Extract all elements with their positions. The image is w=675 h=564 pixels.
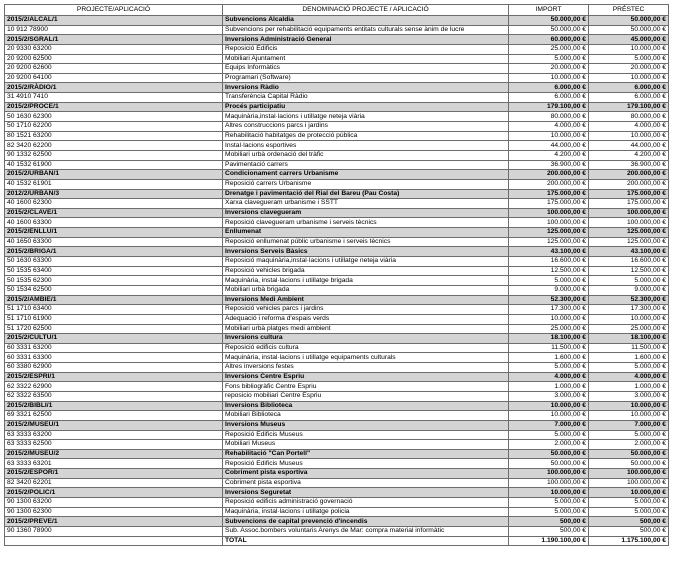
description-cell: Inversions Seguretat: [223, 488, 509, 498]
loan-cell: 50.000,00 €: [589, 25, 669, 35]
table-row: [5, 218, 669, 228]
description-cell: Reposició Edificis Museus: [223, 459, 509, 469]
description-cell: Condicionament carrers Urbanisme: [223, 170, 509, 180]
description-cell: Subvencions de capital prevenció d'incendis: [223, 517, 509, 527]
amount-cell: 10.000,00 €: [509, 131, 589, 141]
description-cell: Maquinària, instal·lacions i utillatge policia: [223, 507, 509, 517]
loan-cell: 12.500,00 €: [589, 266, 669, 276]
code-cell: 51 1710 61900: [5, 314, 223, 324]
loan-cell: 179.100,00 €: [589, 102, 669, 112]
header-loan: PRÉSTEC: [589, 5, 669, 16]
table-row: [5, 305, 669, 315]
code-cell: 51 1710 63400: [5, 305, 223, 315]
amount-cell: 100.000,00 €: [509, 218, 589, 228]
code-cell: 2015/2/BIBLI/1: [5, 401, 223, 411]
description-cell: Mobiliari urbà brigada: [223, 285, 509, 295]
loan-cell: 4.000,00 €: [589, 122, 669, 132]
amount-cell: 125.000,00 €: [509, 228, 589, 238]
description-cell: Inversions Centre Espriu: [223, 372, 509, 382]
code-cell: 69 3321 62500: [5, 411, 223, 421]
table-row: [5, 160, 669, 170]
total-code-cell: [5, 536, 223, 546]
code-cell: 40 1600 62300: [5, 199, 223, 209]
code-cell: 51 1720 62500: [5, 324, 223, 334]
code-cell: 50 1630 63300: [5, 257, 223, 267]
description-cell: Mobiliari Ajuntament: [223, 54, 509, 64]
amount-cell: 200.000,00 €: [509, 170, 589, 180]
description-cell: Inversions Medi Ambient: [223, 295, 509, 305]
description-cell: Mobiliari Museus: [223, 440, 509, 450]
description-cell: Rehabilitació habitatges de protecció pública: [223, 131, 509, 141]
amount-cell: 44.000,00 €: [509, 141, 589, 151]
loan-cell: 10.000,00 €: [589, 73, 669, 83]
loan-cell: 10.000,00 €: [589, 314, 669, 324]
table-row: [5, 266, 669, 276]
table-row: [5, 507, 669, 517]
table-row: [5, 150, 669, 160]
description-cell: Drenatge i pavimentació del Rial del Bareu (Pau Costa): [223, 189, 509, 199]
loan-cell: 4.200,00 €: [589, 150, 669, 160]
description-cell: Reposició enllumenat públic urbanisme i serveis tècnics: [223, 237, 509, 247]
code-cell: 60 3380 62900: [5, 363, 223, 373]
amount-cell: 5.000,00 €: [509, 54, 589, 64]
code-cell: 40 1600 63300: [5, 218, 223, 228]
code-cell: 10 912 78900: [5, 25, 223, 35]
loan-cell: 3.000,00 €: [589, 391, 669, 401]
amount-cell: 5.000,00 €: [509, 498, 589, 508]
amount-cell: 1.000,00 €: [509, 382, 589, 392]
loan-cell: 5.000,00 €: [589, 363, 669, 373]
description-cell: Reposició Edificis: [223, 44, 509, 54]
code-cell: 50 1535 62300: [5, 276, 223, 286]
header-description: DENOMINACIÓ PROJECTE / APLICACIÓ: [223, 5, 509, 16]
code-cell: 90 1300 62300: [5, 507, 223, 517]
table-row: [5, 459, 669, 469]
loan-cell: 7.000,00 €: [589, 420, 669, 430]
loan-cell: 175.000,00 €: [589, 189, 669, 199]
investment-table: [4, 4, 669, 546]
loan-cell: 16.600,00 €: [589, 257, 669, 267]
description-cell: Inversions Museus: [223, 420, 509, 430]
table-row: [5, 276, 669, 286]
code-cell: 2015/2/SGRAL/1: [5, 35, 223, 45]
code-cell: 50 1630 62300: [5, 112, 223, 122]
code-cell: 60 3331 63200: [5, 343, 223, 353]
code-cell: 2015/2/ESPRI/1: [5, 372, 223, 382]
loan-cell: 100.000,00 €: [589, 478, 669, 488]
loan-cell: 20.000,00 €: [589, 64, 669, 74]
code-cell: 63 3333 62500: [5, 440, 223, 450]
table-row: [5, 122, 669, 132]
group-row: [5, 170, 669, 180]
amount-cell: 10.000,00 €: [509, 314, 589, 324]
code-cell: 2015/2/MUSEU/2: [5, 449, 223, 459]
code-cell: 2015/2/PROCE/1: [5, 102, 223, 112]
loan-cell: 50.000,00 €: [589, 449, 669, 459]
table-row: [5, 25, 669, 35]
code-cell: 2015/2/CLAVE/1: [5, 208, 223, 218]
amount-cell: 80.000,00 €: [509, 112, 589, 122]
amount-cell: 1.600,00 €: [509, 353, 589, 363]
description-cell: Reposició clavegueram urbanisme i serveis tècnics: [223, 218, 509, 228]
loan-cell: 10.000,00 €: [589, 401, 669, 411]
description-cell: Reposició maquinària,instal·lacions i utillatge neteja viària: [223, 257, 509, 267]
description-cell: Rehabilitació "Can Portell": [223, 449, 509, 459]
amount-cell: 43.100,00 €: [509, 247, 589, 257]
amount-cell: 25.000,00 €: [509, 324, 589, 334]
code-cell: 2015/2/URBAN/1: [5, 170, 223, 180]
loan-cell: 43.100,00 €: [589, 247, 669, 257]
table-row: [5, 141, 669, 151]
description-cell: Maquinària, instal·lacions i utillatge equipaments culturals: [223, 353, 509, 363]
group-row: [5, 469, 669, 479]
total-amount: 1.190.100,00 €: [509, 536, 589, 546]
amount-cell: 6.000,00 €: [509, 83, 589, 93]
loan-cell: 100.000,00 €: [589, 469, 669, 479]
loan-cell: 5.000,00 €: [589, 430, 669, 440]
amount-cell: 16.600,00 €: [509, 257, 589, 267]
table-row: [5, 382, 669, 392]
table-row: [5, 526, 669, 536]
description-cell: Reposició carrers Urbanisme: [223, 179, 509, 189]
table-row: [5, 314, 669, 324]
loan-cell: 50.000,00 €: [589, 16, 669, 26]
group-row: [5, 228, 669, 238]
loan-cell: 9.000,00 €: [589, 285, 669, 295]
code-cell: 50 1710 62200: [5, 122, 223, 132]
code-cell: 40 1532 61900: [5, 160, 223, 170]
code-cell: 50 1535 63400: [5, 266, 223, 276]
loan-cell: 1.600,00 €: [589, 353, 669, 363]
amount-cell: 4.000,00 €: [509, 122, 589, 132]
loan-cell: 11.500,00 €: [589, 343, 669, 353]
header-row: [5, 5, 669, 16]
description-cell: Programari (Software): [223, 73, 509, 83]
code-cell: 2015/2/POLIC/1: [5, 488, 223, 498]
code-cell: 62 3322 62900: [5, 382, 223, 392]
group-row: [5, 449, 669, 459]
amount-cell: 7.000,00 €: [509, 420, 589, 430]
loan-cell: 500,00 €: [589, 517, 669, 527]
amount-cell: 5.000,00 €: [509, 363, 589, 373]
amount-cell: 5.000,00 €: [509, 430, 589, 440]
code-cell: 2015/2/ENLLU/1: [5, 228, 223, 238]
code-cell: 20 9330 63200: [5, 44, 223, 54]
loan-cell: 10.000,00 €: [589, 131, 669, 141]
loan-cell: 10.000,00 €: [589, 411, 669, 421]
loan-cell: 52.300,00 €: [589, 295, 669, 305]
amount-cell: 6.000,00 €: [509, 93, 589, 103]
loan-cell: 5.000,00 €: [589, 276, 669, 286]
loan-cell: 100.000,00 €: [589, 218, 669, 228]
description-cell: Mobiliari Biblioteca: [223, 411, 509, 421]
code-cell: 20 9200 64100: [5, 73, 223, 83]
amount-cell: 50.000,00 €: [509, 449, 589, 459]
amount-cell: 10.000,00 €: [509, 488, 589, 498]
loan-cell: 4.000,00 €: [589, 372, 669, 382]
code-cell: 31 4910 7410: [5, 93, 223, 103]
table-row: [5, 363, 669, 373]
code-cell: 2015/2/ALCAL/1: [5, 16, 223, 26]
table-row: [5, 199, 669, 209]
loan-cell: 50.000,00 €: [589, 459, 669, 469]
description-cell: Transferència Capital Ràdio: [223, 93, 509, 103]
group-row: [5, 488, 669, 498]
code-cell: 2015/2/AMBIE/1: [5, 295, 223, 305]
loan-cell: 10.000,00 €: [589, 44, 669, 54]
amount-cell: 20.000,00 €: [509, 64, 589, 74]
table-row: [5, 93, 669, 103]
header-amount: IMPORT: [509, 5, 589, 16]
description-cell: Adequació i reforma d'espais verds: [223, 314, 509, 324]
amount-cell: 100.000,00 €: [509, 478, 589, 488]
description-cell: Inversions Administració General: [223, 35, 509, 45]
amount-cell: 60.000,00 €: [509, 35, 589, 45]
description-cell: Subvencions per rehabilitació equipaments entitats culturals sense ànim de lucre: [223, 25, 509, 35]
code-cell: 80 1521 63200: [5, 131, 223, 141]
code-cell: 20 9200 62500: [5, 54, 223, 64]
code-cell: 2012/2/URBAN/3: [5, 189, 223, 199]
code-cell: 90 1332 62500: [5, 150, 223, 160]
description-cell: Equips Informàtics: [223, 64, 509, 74]
loan-cell: 200.000,00 €: [589, 170, 669, 180]
table-row: [5, 237, 669, 247]
group-row: [5, 372, 669, 382]
table-row: [5, 112, 669, 122]
code-cell: 40 1650 63300: [5, 237, 223, 247]
code-cell: 2015/2/RÀDIO/1: [5, 83, 223, 93]
description-cell: reposicio mobiliari Centre Espriu: [223, 391, 509, 401]
description-cell: Procés participatiu: [223, 102, 509, 112]
loan-cell: 10.000,00 €: [589, 488, 669, 498]
description-cell: Sub. Assoc.bombers voluntaris Arenys de Mar: compra material informàtic: [223, 526, 509, 536]
description-cell: Mobiliari urbà platges medi ambient: [223, 324, 509, 334]
description-cell: Inversions Serveis Bàsics: [223, 247, 509, 257]
description-cell: Reposició vehicles brigada: [223, 266, 509, 276]
description-cell: Mobiliari urbà ordenació del tràfic: [223, 150, 509, 160]
amount-cell: 12.500,00 €: [509, 266, 589, 276]
code-cell: 2015/2/PREVE/1: [5, 517, 223, 527]
amount-cell: 179.100,00 €: [509, 102, 589, 112]
code-cell: 90 1300 63200: [5, 498, 223, 508]
loan-cell: 36.900,00 €: [589, 160, 669, 170]
code-cell: 2015/2/CULTU/1: [5, 334, 223, 344]
loan-cell: 44.000,00 €: [589, 141, 669, 151]
description-cell: Reposició edificis administració governació: [223, 498, 509, 508]
table-row: [5, 324, 669, 334]
loan-cell: 1.000,00 €: [589, 382, 669, 392]
amount-cell: 5.000,00 €: [509, 507, 589, 517]
code-cell: 50 1534 62500: [5, 285, 223, 295]
amount-cell: 50.000,00 €: [509, 16, 589, 26]
amount-cell: 3.000,00 €: [509, 391, 589, 401]
code-cell: 60 3331 63300: [5, 353, 223, 363]
amount-cell: 4.000,00 €: [509, 372, 589, 382]
amount-cell: 36.900,00 €: [509, 160, 589, 170]
amount-cell: 100.000,00 €: [509, 208, 589, 218]
table-row: [5, 131, 669, 141]
amount-cell: 9.000,00 €: [509, 285, 589, 295]
loan-cell: 125.000,00 €: [589, 237, 669, 247]
amount-cell: 50.000,00 €: [509, 25, 589, 35]
loan-cell: 500,00 €: [589, 526, 669, 536]
description-cell: Inversions cultura: [223, 334, 509, 344]
loan-cell: 80.000,00 €: [589, 112, 669, 122]
amount-cell: 10.000,00 €: [509, 73, 589, 83]
loan-cell: 5.000,00 €: [589, 507, 669, 517]
loan-cell: 17.300,00 €: [589, 305, 669, 315]
group-row: [5, 401, 669, 411]
amount-cell: 50.000,00 €: [509, 459, 589, 469]
group-row: [5, 102, 669, 112]
amount-cell: 17.300,00 €: [509, 305, 589, 315]
description-cell: Inversions Ràdio: [223, 83, 509, 93]
amount-cell: 500,00 €: [509, 517, 589, 527]
description-cell: Pavimentació carrers: [223, 160, 509, 170]
group-row: [5, 189, 669, 199]
description-cell: Inversions Biblioteca: [223, 401, 509, 411]
loan-cell: 175.000,00 €: [589, 199, 669, 209]
amount-cell: 125.000,00 €: [509, 237, 589, 247]
group-row: [5, 35, 669, 45]
description-cell: Reposició vehicles parcs i jardins: [223, 305, 509, 315]
description-cell: Maquinària, instal·lacions i utillatge brigada: [223, 276, 509, 286]
amount-cell: 18.100,00 €: [509, 334, 589, 344]
group-row: [5, 208, 669, 218]
header-project: PROJECTE/APLICACIÓ: [5, 5, 223, 16]
code-cell: 62 3322 63500: [5, 391, 223, 401]
loan-cell: 45.000,00 €: [589, 35, 669, 45]
description-cell: Maquinària,instal·lacions i utillatge neteja viària: [223, 112, 509, 122]
amount-cell: 200.000,00 €: [509, 179, 589, 189]
loan-cell: 5.000,00 €: [589, 54, 669, 64]
description-cell: Subvencions Alcaldia: [223, 16, 509, 26]
description-cell: Inversions clavegueram: [223, 208, 509, 218]
description-cell: Enllumenat: [223, 228, 509, 238]
table-row: [5, 391, 669, 401]
table-row: [5, 498, 669, 508]
code-cell: 63 3333 63200: [5, 430, 223, 440]
loan-cell: 6.000,00 €: [589, 83, 669, 93]
loan-cell: 25.000,00 €: [589, 324, 669, 334]
description-cell: Xarxa clavegueram urbanisme i SSTT: [223, 199, 509, 209]
amount-cell: 10.000,00 €: [509, 411, 589, 421]
group-row: [5, 517, 669, 527]
table-row: [5, 430, 669, 440]
loan-cell: 18.100,00 €: [589, 334, 669, 344]
description-cell: Cobriment pista esportiva: [223, 478, 509, 488]
loan-cell: 5.000,00 €: [589, 498, 669, 508]
amount-cell: 5.000,00 €: [509, 276, 589, 286]
amount-cell: 175.000,00 €: [509, 199, 589, 209]
table-row: [5, 54, 669, 64]
table-row: [5, 44, 669, 54]
amount-cell: 100.000,00 €: [509, 469, 589, 479]
table-row: [5, 440, 669, 450]
amount-cell: 52.300,00 €: [509, 295, 589, 305]
code-cell: 82 3420 62200: [5, 141, 223, 151]
table-row: [5, 353, 669, 363]
table-row: [5, 285, 669, 295]
description-cell: Altres inversions festes: [223, 363, 509, 373]
loan-cell: 2.000,00 €: [589, 440, 669, 450]
amount-cell: 10.000,00 €: [509, 401, 589, 411]
table-row: [5, 73, 669, 83]
amount-cell: 2.000,00 €: [509, 440, 589, 450]
code-cell: 2015/2/BRIGA/1: [5, 247, 223, 257]
amount-cell: 500,00 €: [509, 526, 589, 536]
loan-cell: 200.000,00 €: [589, 179, 669, 189]
table-row: [5, 343, 669, 353]
code-cell: 82 3420 62201: [5, 478, 223, 488]
table-row: [5, 179, 669, 189]
group-row: [5, 83, 669, 93]
code-cell: 2015/2/MUSEU/1: [5, 420, 223, 430]
table-row: [5, 257, 669, 267]
code-cell: 40 1532 61901: [5, 179, 223, 189]
description-cell: Altres construccions parcs i jardins: [223, 122, 509, 132]
description-cell: Cobriment pista esportiva: [223, 469, 509, 479]
description-cell: Reposició edificis cultura: [223, 343, 509, 353]
table-row: [5, 64, 669, 74]
group-row: [5, 420, 669, 430]
amount-cell: 11.500,00 €: [509, 343, 589, 353]
code-cell: 20 9200 62600: [5, 64, 223, 74]
group-row: [5, 16, 669, 26]
code-cell: 2015/2/ESPOR/1: [5, 469, 223, 479]
group-row: [5, 295, 669, 305]
total-row: [5, 536, 669, 546]
group-row: [5, 247, 669, 257]
description-cell: Instal·lacions esportives: [223, 141, 509, 151]
code-cell: 63 3333 63201: [5, 459, 223, 469]
table-row: [5, 478, 669, 488]
loan-cell: 6.000,00 €: [589, 93, 669, 103]
total-label: TOTAL: [223, 536, 509, 546]
group-row: [5, 334, 669, 344]
amount-cell: 4.200,00 €: [509, 150, 589, 160]
table-row: [5, 411, 669, 421]
amount-cell: 175.000,00 €: [509, 189, 589, 199]
code-cell: 90 1360 78900: [5, 526, 223, 536]
description-cell: Reposició Edificis Museus: [223, 430, 509, 440]
loan-cell: 125.000,00 €: [589, 228, 669, 238]
description-cell: Fons bibliogràfic Centre Espriu: [223, 382, 509, 392]
total-loan: 1.175.100,00 €: [589, 536, 669, 546]
loan-cell: 100.000,00 €: [589, 208, 669, 218]
amount-cell: 25.000,00 €: [509, 44, 589, 54]
